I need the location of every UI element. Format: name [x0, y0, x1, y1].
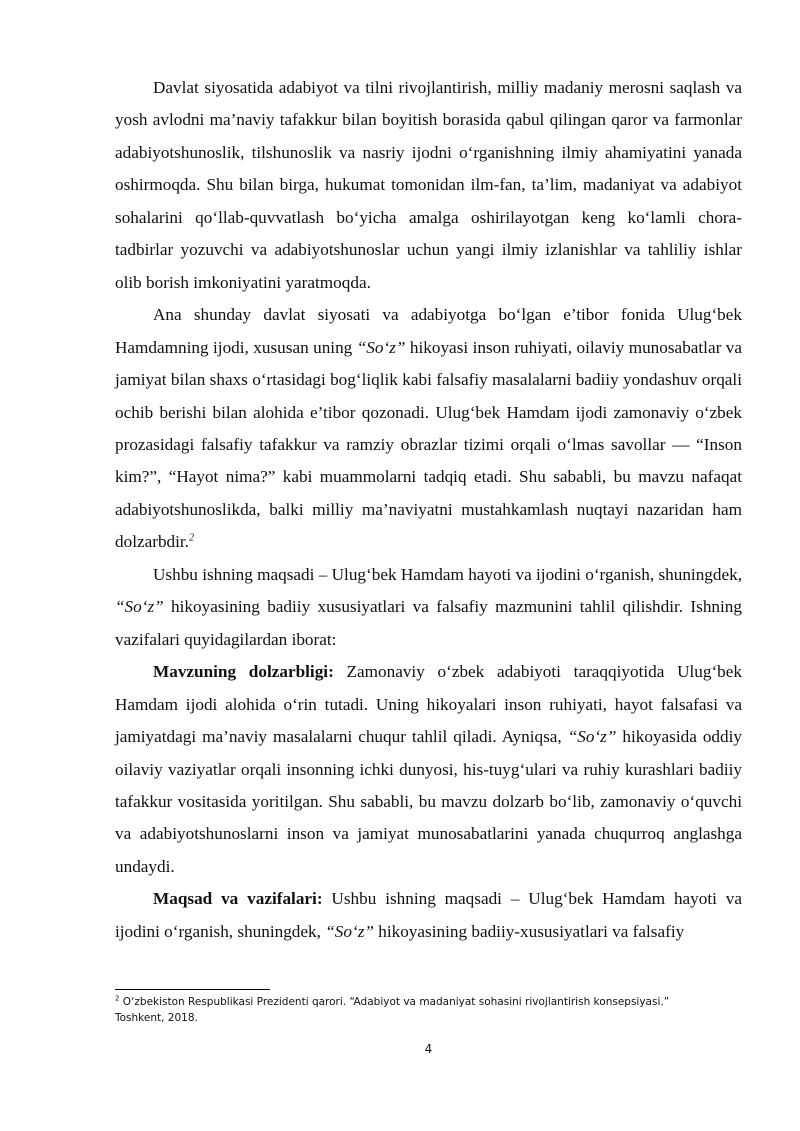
- paragraph-aim: [115, 559, 742, 656]
- paragraph-text: Davlat siyosatida adabiyot va tilni rivojlantirish, milliy madaniy merosni saqlash va yosh avlodni ma’naviy tafakkur bilan boyitish borasida qabul qilingan qaror va farmonlar adabiyotshunoslik, tilshunoslik va nasriy ijodni o‘rganishning ilmiy ahamiyatini yanada oshirmoqda. Shu bilan birga, hukumat tomonidan ilm-fan, ta’lim, madaniyat va adabiyot sohalarini qo‘llab-quvvatlash bo‘yicha amalga oshirilayotgan keng ko‘lamli chora-tadbirlar yozuvchi va adabiyotshunoslar uchun yangi ilmiy izlanishlar va tahliliy ishlar olib borish imkoniyatini yaratmoqda.: [115, 78, 742, 292]
- footnote-marker: 2: [115, 994, 120, 1003]
- page-number: 4: [424, 1042, 433, 1056]
- footnote: [115, 994, 715, 1026]
- paragraph-context: [115, 299, 742, 559]
- paragraph-text: hikoyasining badiiy xususiyatlari va falsafiy mazmunini tahlil qilishdir. Ishning vazifalari quyidagilardan iborat:: [115, 597, 742, 649]
- paragraph-text: hikoyasi inson ruhiyati, oilaviy munosabatlar va jamiyat bilan shaxs o‘rtasidagi bog‘liqlik kabi falsafiy masalalarni badiiy yondashuv orqali ochib berishi bilan alohida e’tibor qozonadi. Ulug‘bek Hamdam ijodi zamonaviy o‘zbek prozasidagi falsafiy tafakkur va ramziy obrazlar tizimi orqali o‘lmas savollar — “Inson kim?”, “Hayot nima?” kabi muammolarni tadqiq etadi. Shu sababli, bu mavzu nafaqat adabiyotshunoslikda, balki milliy ma’naviyatni mustahkamlash nuqtayi nazaridan ham dolzarbdir.: [115, 337, 742, 552]
- story-title: “So‘z”: [356, 337, 406, 357]
- paragraph-text: Ushbu ishning maqsadi – Ulug‘bek Hamdam hayoti va ijodini o‘rganish, shuningdek,: [153, 564, 742, 584]
- paragraph-policy: [115, 72, 742, 299]
- body-text: [115, 72, 742, 948]
- footnote-reference: 2: [188, 532, 194, 544]
- paragraph-goals: [115, 883, 742, 948]
- paragraph-text: Ushbu ishning maqsadi – Ulug‘bek Hamdam hayoti va ijodini o‘rganish, shuningdek,: [115, 889, 743, 941]
- paragraph-text: hikoyasida oddiy oilaviy vaziyatlar orqali insonning ichki dunyosi, his-tuyg‘ulari va ruhiy kurashlari badiiy tafakkur vositasida yoritilgan. Shu sababli, bu mavzu dolzarb bo‘lib, zamonaviy o‘quvchi va adabiyotshunoslarni inson va jamiyat munosabatlarini yanada chuqurroq anglashga undaydi.: [115, 727, 742, 876]
- paragraph-text: Ana shunday davlat siyosati va adabiyotga bo‘lgan e’tibor fonida Ulug‘bek Hamdamning ijodi, xususan uning: [115, 305, 742, 357]
- paragraph-text: Zamonaviy o‘zbek adabiyoti taraqqiyotida Ulug‘bek Hamdam ijodi alohida o‘rin tutadi. Uning hikoyalari inson ruhiyati, hayot falsafasi va jamiyatdagi ma’naviy masalalarni chuqur tahlil qiladi. Ayniqsa,: [115, 662, 742, 747]
- section-heading: Maqsad va vazifalari:: [153, 889, 323, 909]
- section-heading: Mavzuning dolzarbligi:: [153, 662, 334, 682]
- footnote-text: O‘zbekiston Respublikasi Prezidenti qarori. “Adabiyot va madaniyat sohasini rivojlantirish konsepsiyasi.” Toshkent, 2018.: [115, 996, 670, 1024]
- story-title: “So‘z”: [325, 921, 374, 941]
- story-title: “So‘z”: [567, 727, 617, 747]
- footnote-separator: [115, 989, 270, 990]
- paragraph-text: hikoyasining badiiy-xususiyatlari va falsafiy: [373, 921, 685, 941]
- story-title: “So‘z”: [115, 597, 164, 617]
- paragraph-relevance: [115, 656, 742, 883]
